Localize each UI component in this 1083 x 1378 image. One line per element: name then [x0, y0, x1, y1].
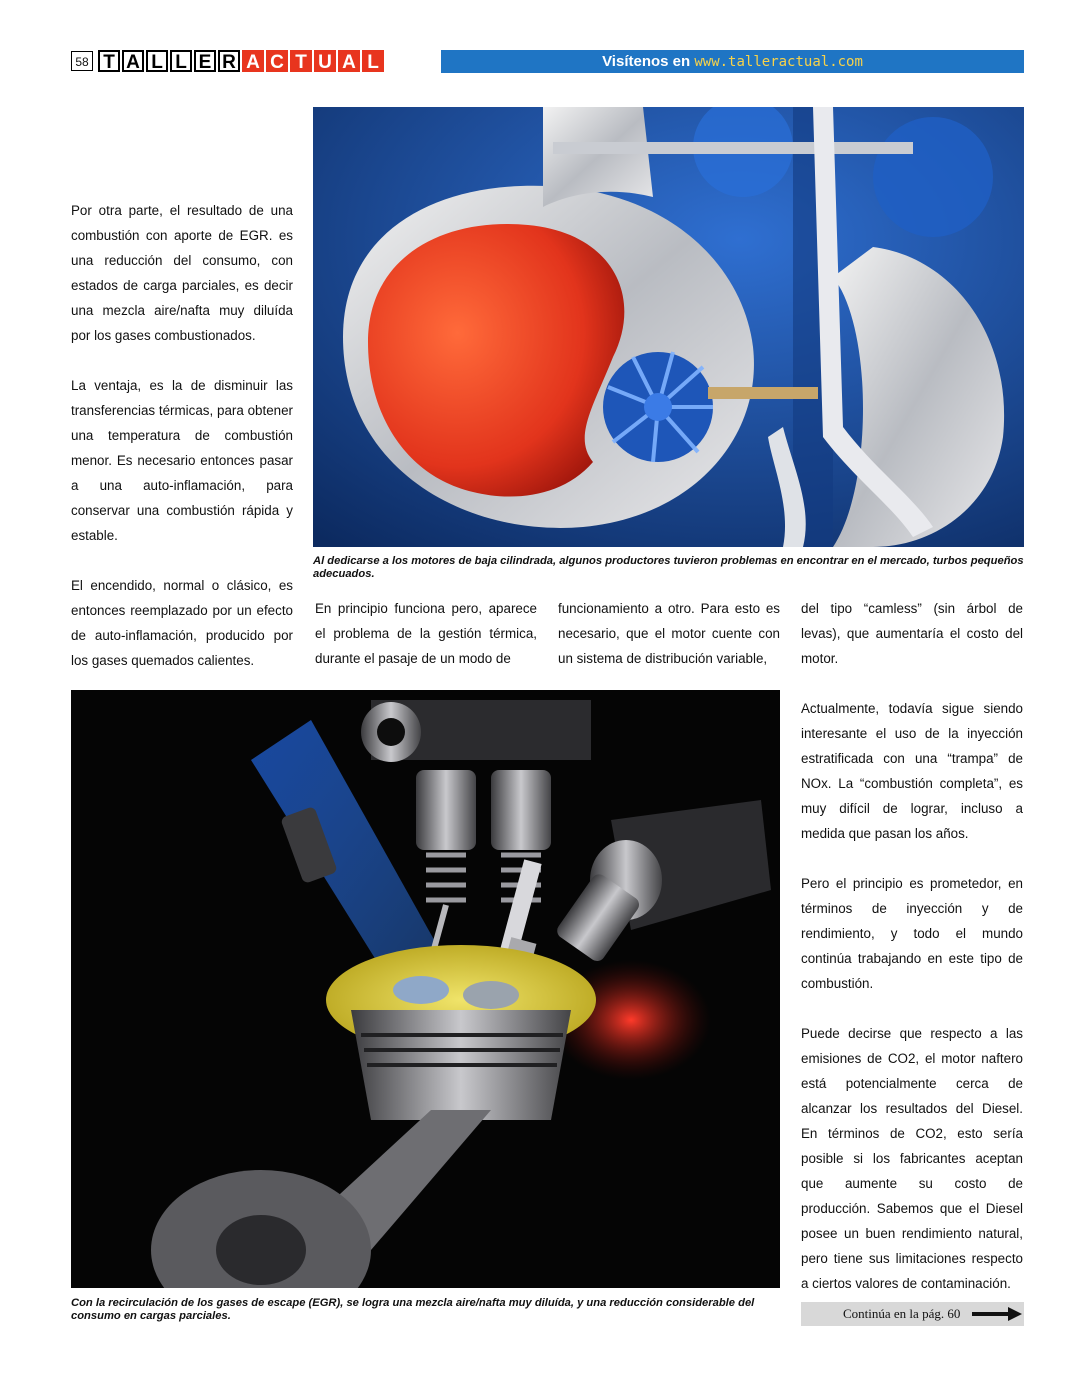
paragraph: del tipo “camless” (sin árbol de levas), que aumentaría el costo del motor. [801, 601, 1023, 666]
left-column [71, 198, 293, 698]
paragraph: Puede decirse que respecto a las emisiones de CO2, el motor naftero está potencialmente cerca de alcanzar los resultados del Diesel. En términos de CO2, esto sería posible si los fabricantes aceptan que aumente su costo de producción. Sabemos que el Diesel posee un buen rendimiento natural, pero tiene sus limitaciones respecto a ciertos valores de contaminación. [801, 1026, 1023, 1291]
paragraph: funcionamiento a otro. Para esto es necesario, que el motor cuente con un sistema de distribución variable, [558, 601, 780, 666]
continued-on-page[interactable] [801, 1302, 1024, 1326]
continued-label: Continúa en la pág. 60 [843, 1306, 961, 1321]
paragraph: Actualmente, todavía sigue siendo interesante el uso de la inyección estratificada con una “trampa” de NOx. La “combustión completa”, es muy difícil de lograr, incluso a medida que pasan los años. [801, 701, 1023, 841]
paragraph: En principio funciona pero, aparece el problema de la gestión térmica, durante el pasaje de un modo de [315, 601, 537, 666]
page-number: 58 [71, 51, 93, 71]
engine-egr-illustration [71, 690, 780, 1288]
middle-column-1 [315, 596, 537, 696]
arrow-right-icon [972, 1307, 1022, 1321]
banner-text: Visítenos en [602, 53, 691, 70]
right-column [801, 596, 1023, 1321]
banner-url[interactable]: www.talleractual.com [694, 54, 863, 70]
middle-column-2 [558, 596, 780, 696]
magazine-logo: T A L L E R A C T U A L [98, 50, 384, 72]
turbocharger-cutaway-photo [313, 107, 1024, 547]
turbo-caption: Al dedicarse a los motores de baja cilindrada, algunos productores tuvieron problemas en encontrar en el mercado, turbos pequeños adecuados. [313, 555, 1024, 580]
paragraph: La ventaja, es la de disminuir las transferencias térmicas, para obtener una temperatura de combustión menor. Es necesario entonces pasar a una auto-inflamación, para conservar una combustión rápida y estable. [71, 378, 293, 543]
paragraph: El encendido, normal o clásico, es entonces reemplazado por un efecto de auto-inflamación, producido por los gases quemados calientes. [71, 578, 293, 668]
engine-caption: Con la recirculación de los gases de escape (EGR), se logra una mezcla aire/nafta muy diluída, y una reducción considerable del consumo en cargas parciales. [71, 1297, 755, 1322]
website-banner [441, 50, 1024, 73]
paragraph: Por otra parte, el resultado de una combustión con aporte de EGR. es una reducción del consumo, con estados de carga parciales, es decir una mezcla aire/nafta muy diluída por los gases combustionados. [71, 203, 293, 343]
paragraph: Pero el principio es prometedor, en términos de inyección y de rendimiento, y todo el mundo continúa trabajando en este tipo de combustión. [801, 876, 1023, 991]
